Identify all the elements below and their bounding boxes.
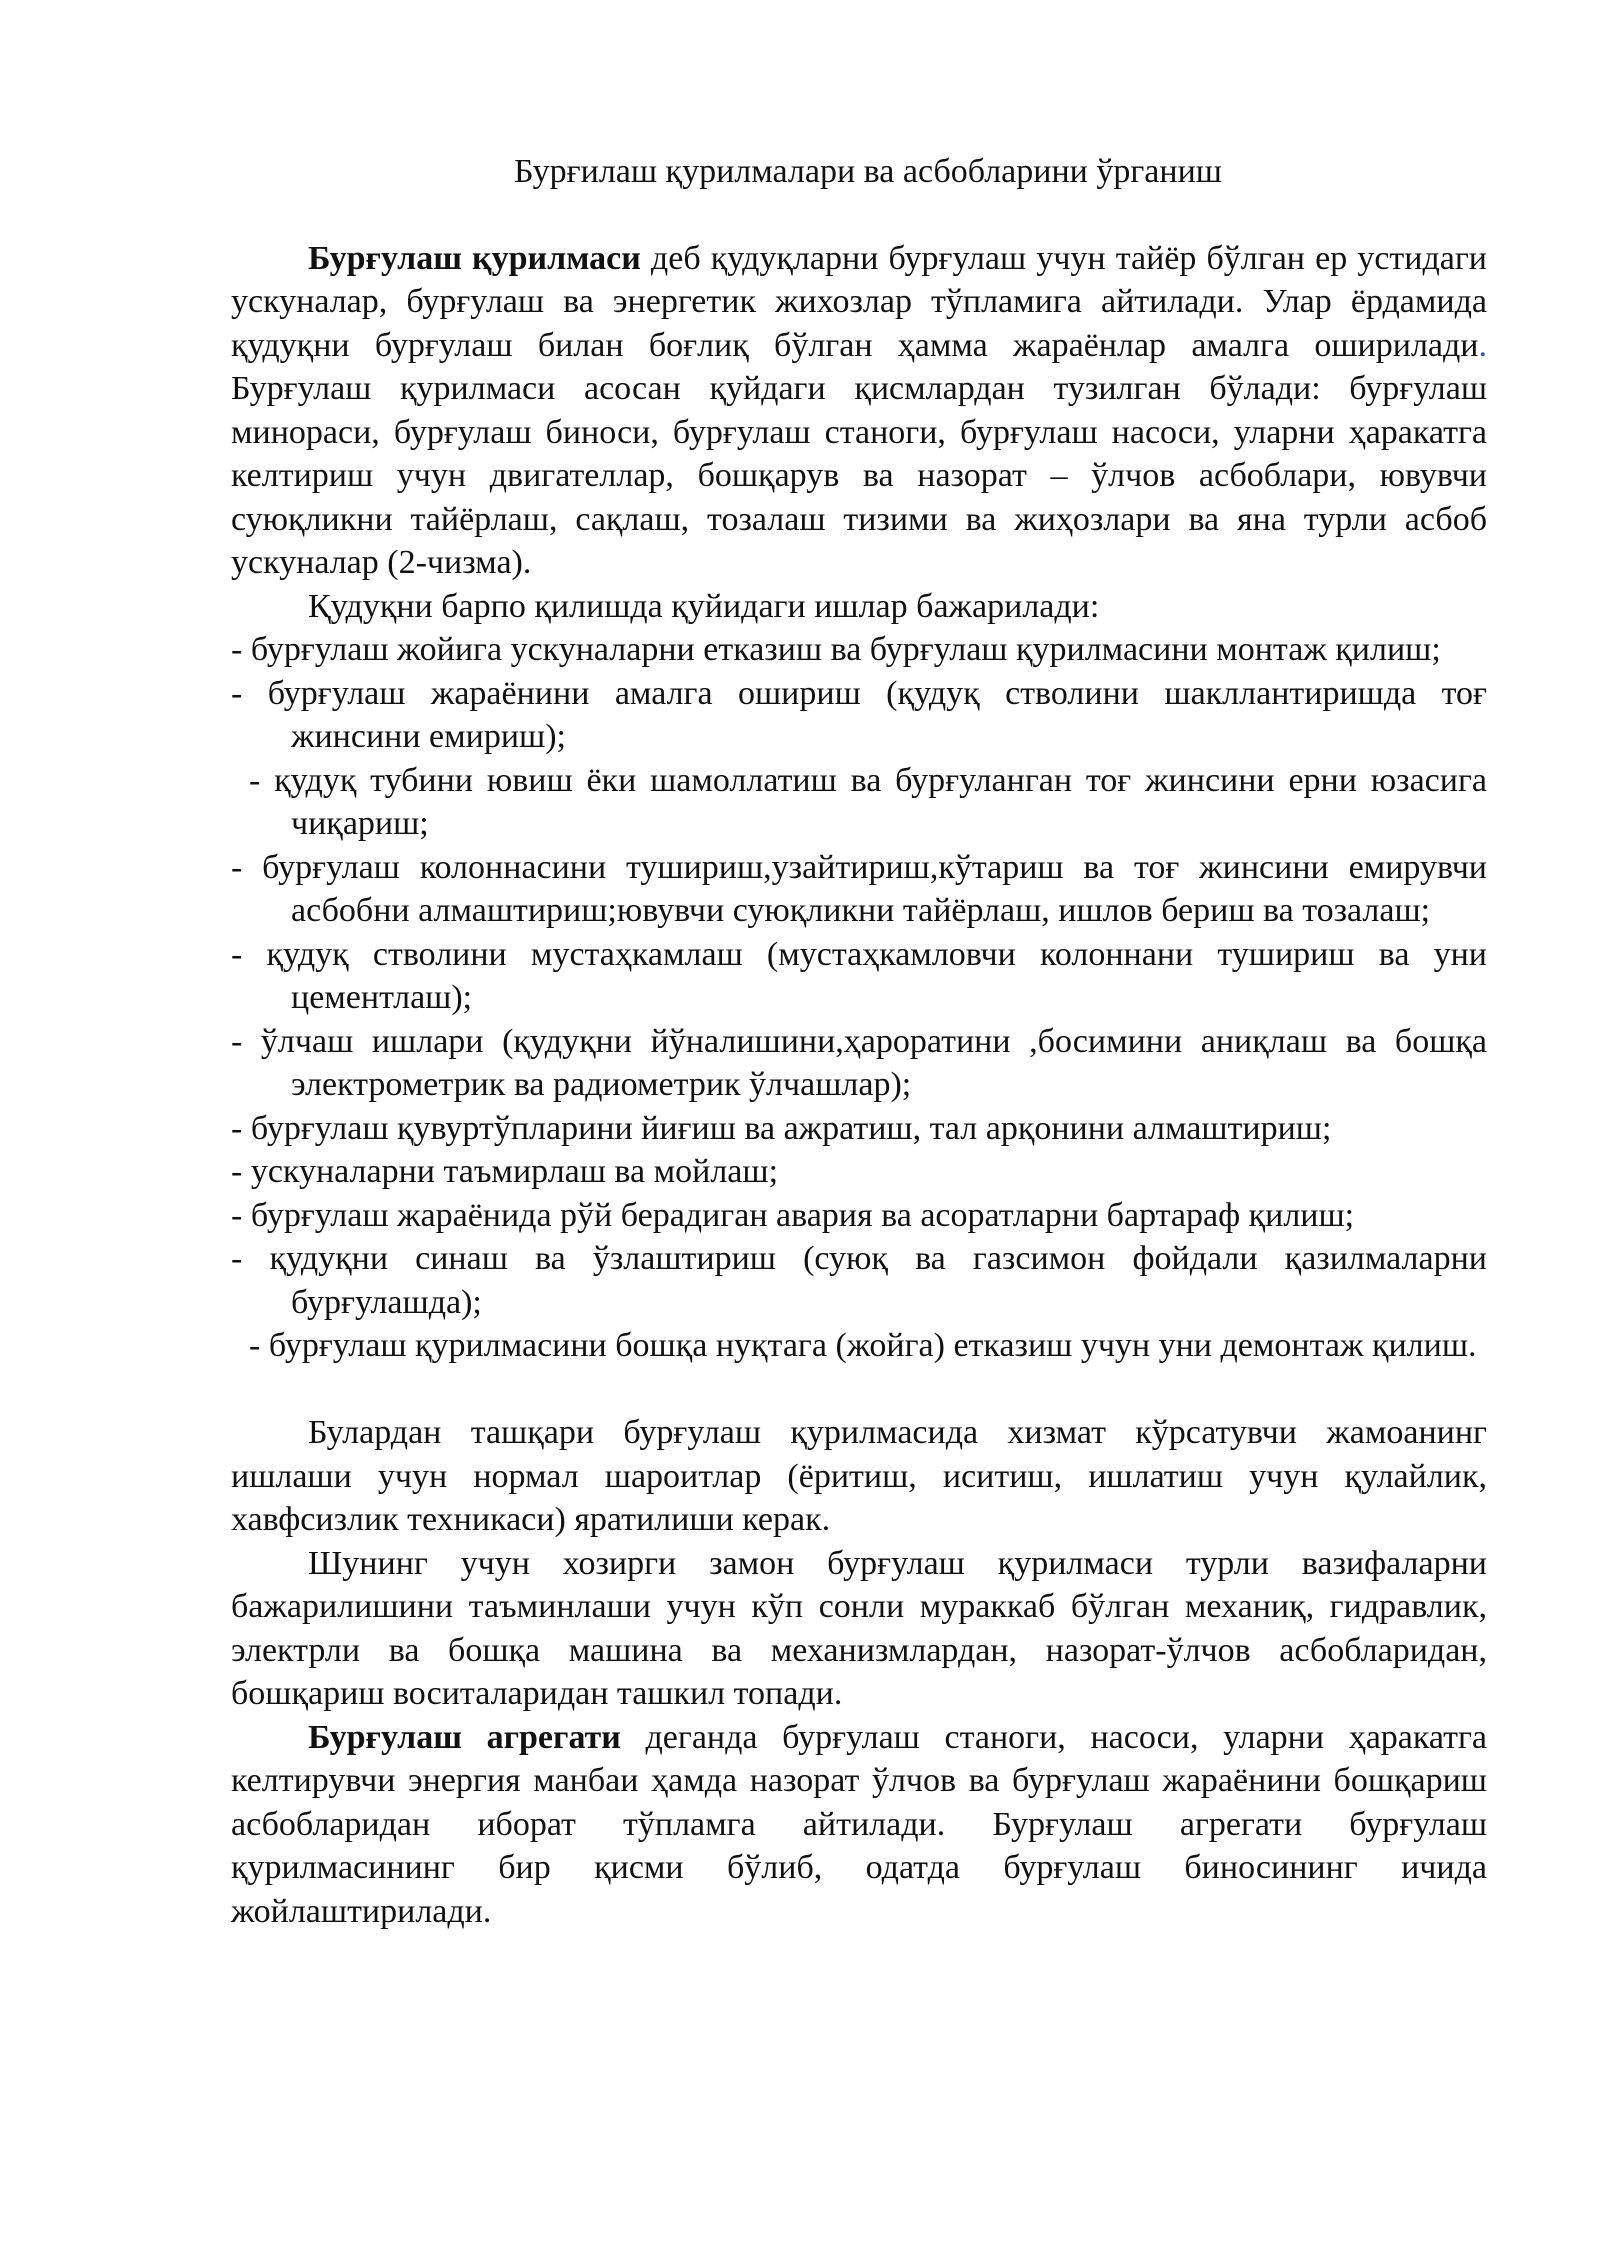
intro-dot: . [1478,326,1487,364]
list-item: - бурғулаш қувуртўпларини йиғиш ва ажратиш, тал арқонини алмаштириш; [231,1109,1332,1147]
intro-term: Бурғулаш қурилмаси [308,239,641,277]
aggregate-text: деганда бурғулаш станоги, насоси, уларни ҳаракатга келтирувчи энергия манбаи ҳамда назорат ўлчов ва бурғулаш жараёнини бошқариш асбобларидан иборат тўпламга айтилади. Бурғулаш агрегати бурғулаш қурилмасининг бир қисми бўлиб, одатда бурғулаш биносининг ичида жойлаштирилади. [231,1718,1488,1930]
aggregate-paragraph [231,1716,1487,1934]
document-page [231,150,1487,1933]
list-item: - қудуқ стволини мустаҳкамлаш (мустаҳкамловчи колоннани тушириш ва уни цементлаш); [231,935,1487,1016]
list-item: - қудуқ тубини ювиш ёки шамоллатиш ва бурғуланган тоғ жинсини ерни юзасига чиқариш; [249,761,1487,842]
tasks-intro: Қудуқни барпо қилишда қуйидаги ишлар бажарилади: [308,587,1100,625]
list-item: - бурғулаш жараёнини амалга ошириш (қудуқ стволини шакллантиришда тоғ жинсини емириш); [231,674,1487,755]
tasks-list [231,628,1487,1368]
list-item: - ўлчаш ишлари (қудуқни йўналишини,ҳароратини ,босимини аниқлаш ва бошқа электрометрик ва радиометрик ўлчашлар); [231,1022,1487,1103]
intro-text-b: Бурғулаш қурилмаси асосан қуйдаги қисмлардан тузилган бўлади: бурғулаш минораси, бурғулаш биноси, бурғулаш станоги, бурғулаш насоси, уларни ҳаракатга келтириш учун двигателлар, бошқарув ва назорат – ўлчов асбоблари, ювувчи суюқликни тайёрлаш, сақлаш, тозалаш тизими ва жиҳозлари ва яна турли асбоб ускуналар (2-чизма). [231,370,1487,581]
list-item: - қудуқни синаш ва ўзлаштириш (суюқ ва газсимон фойдали қазилмаларни бурғулашда); [231,1240,1487,1321]
conditions-paragraph: Булардан ташқари бурғулаш қурилмасида хизмат кўрсатувчи жамоанинг ишлаши учун нормал шароитлар (ёритиш, иситиш, ишлатиш учун қулайлик, хавфсизлик техникаси) яратилиши керак. [231,1414,1487,1538]
intro-paragraph [231,237,1487,585]
blank-line [231,1368,1487,1412]
document-title: Бурғилаш қурилмалари ва асбобларини ўрганиш [514,153,1222,190]
list-item: - бурғулаш жойига ускуналарни етказиш ва бурғулаш қурилмасини монтаж қилиш; [231,631,1441,668]
list-item: - бурғулаш қурилмасини бошқа нуқтага (жойга) етказиш учун уни демонтаж қилиш. [249,1327,1477,1364]
list-item: - ускуналарни таъмирлаш ва мойлаш; [231,1153,779,1190]
aggregate-term: Бурғулаш агрегати [308,1718,621,1756]
list-item: - бурғулаш колоннасини тушириш,узайтириш,кўтариш ва тоғ жинсини емирувчи асбобни алмаштириш;ювувчи суюқликни тайёрлаш, ишлов бериш ва тозалаш; [231,848,1487,929]
modern-paragraph: Шунинг учун хозирги замон бурғулаш қурилмаси турли вазифаларни бажарилишини таъминлаши учун кўп сонли мураккаб бўлган механиқ, гидравлик, электрли ва бошқа машина ва механизмлардан, назорат-ўлчов асбобларидан, бошқариш воситаларидан ташкил топади. [231,1544,1487,1712]
list-item: - бурғулаш жараёнида рўй берадиган авария ва асоратларни бартараф қилиш; [231,1196,1355,1234]
intro-text-a: деб қудуқларни бурғулаш учун тайёр бўлган ер устидаги ускуналар, бурғулаш ва энергетик жихозлар тўпламига айтилади. Улар ёрдамида қудуқни бурғулаш билан боғлиқ бўлган ҳамма жараёнлар амалга оширилади [231,239,1488,364]
